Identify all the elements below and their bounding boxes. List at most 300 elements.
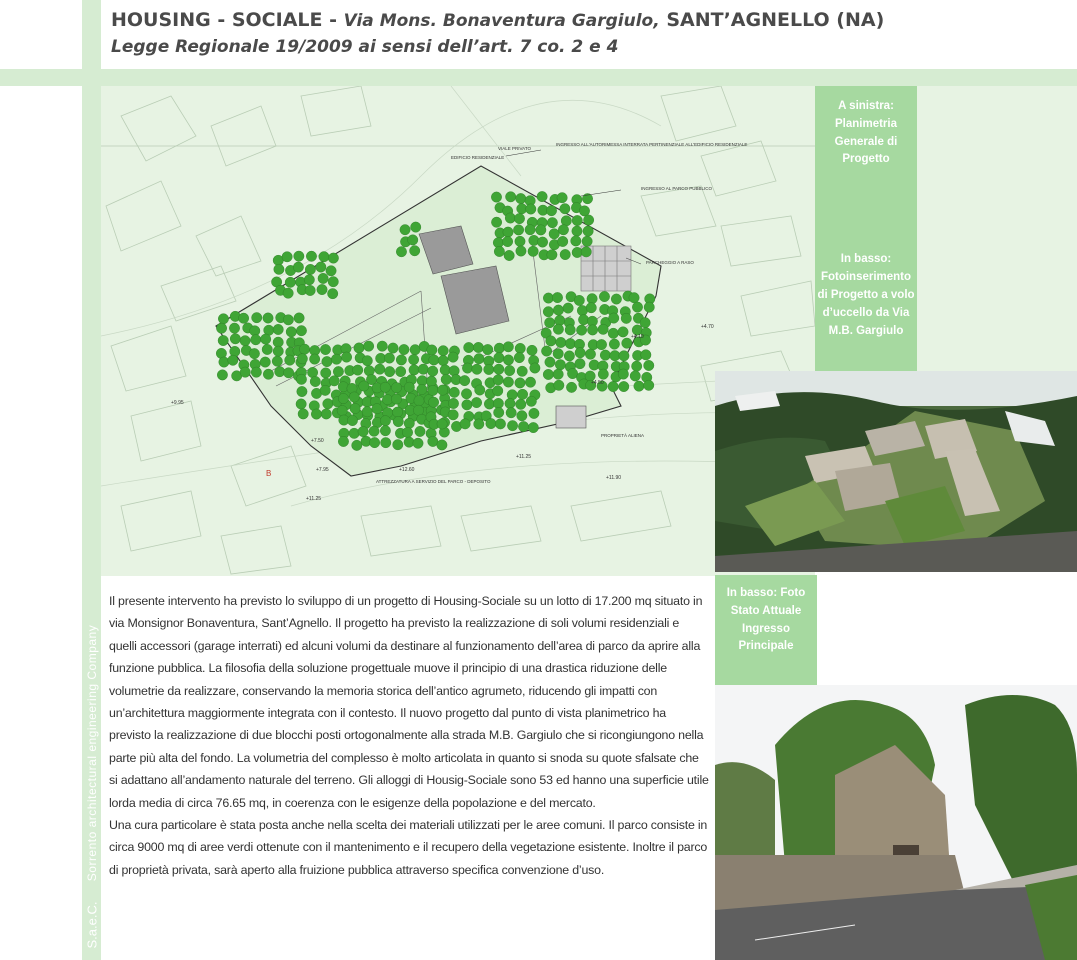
tree xyxy=(516,399,526,409)
tree xyxy=(560,249,570,259)
tree xyxy=(634,381,644,391)
tree xyxy=(316,262,326,272)
tree xyxy=(296,374,306,384)
tree xyxy=(630,371,640,381)
tree xyxy=(537,237,547,247)
tree xyxy=(472,364,482,374)
label-services: ATTREZZATURA A SERVIZIO DEL PARCO - DEPOSITO xyxy=(376,479,491,484)
tree xyxy=(449,387,459,397)
tree xyxy=(565,325,575,335)
tree xyxy=(618,369,628,379)
page-title xyxy=(111,9,884,31)
tree xyxy=(514,213,524,223)
tree xyxy=(494,343,504,353)
description-paragraph-2: Una cura particolare è stata posta anche nella scelta dei materiali utilizzati per le aree comuni. Il parco consiste in circa 9000 mq di aree verdi ottenute con il mantenimento e il recupero della vegetazione esistente. Inoltre il parco di proprietà privata, sarà aperto alla fruizione pubblica attraverso specifica convenzione d’uso. xyxy=(109,818,708,877)
tree xyxy=(459,375,469,385)
tree xyxy=(621,313,631,323)
tree xyxy=(495,419,505,429)
tree xyxy=(393,416,403,426)
tree xyxy=(333,366,343,376)
site-plan-drawing xyxy=(101,86,815,576)
tree xyxy=(331,354,341,364)
tree xyxy=(240,336,250,346)
tree xyxy=(640,317,650,327)
tree xyxy=(547,250,557,260)
tree xyxy=(418,364,428,374)
level-marker: +4.10 xyxy=(631,334,644,340)
tree xyxy=(493,375,503,385)
brand-box xyxy=(82,895,101,955)
tree xyxy=(491,192,501,202)
tree xyxy=(486,418,496,428)
tree xyxy=(272,356,282,366)
tree xyxy=(396,247,406,257)
tree xyxy=(362,356,372,366)
tree xyxy=(484,364,494,374)
label-garage-entry: INGRESSO ALL'AUTORIMESSA INTERRATA PERTINENZIALE ALL'EDIFICIO RESIDENZIALE xyxy=(556,142,748,147)
tree xyxy=(219,357,229,367)
tree xyxy=(619,351,629,361)
level-marker: +12.60 xyxy=(399,467,415,473)
tree xyxy=(251,367,261,377)
tree xyxy=(464,342,474,352)
tree xyxy=(537,191,547,201)
brand-label: S.a.e.C. xyxy=(84,901,99,949)
level-marker: +4.50 xyxy=(591,380,604,386)
tree xyxy=(576,325,586,335)
tree xyxy=(396,355,406,365)
tree xyxy=(251,335,261,345)
tree xyxy=(609,339,619,349)
description-paragraph-1: Il presente intervento ha previsto lo sviluppo di un progetto di Housing-Sociale su un lotto di 17.200 mq situato in via Monsignor Bonaventura, Sant’Agnello. Il progetto ha previsto la realizzazione di soli volumi residenziali e quelli accessori (garage interrati) ed alcuni volumi da destinare al funzionamento dell’area di parco da aprire alla funzione pubblica. La filosofia della soluzione progettuale muove il principio di una drastica riduzione delle volumetrie da realizzare, conservando la memoria storica dell’antico agrumeto, riducendo gli impatti con un’architettura maggiormente integrata con il contesto. Il nuovo progetto dal punto di vista planimetrico ha previsto la realizzazione di due blocchi posti ortogonalmente alla strada M.B. Gargiulo che si ricongiungono nella parte più alta del fondo. La volumetria del complesso è molto articolata in quanto si snoda su quote sfalsate che si adattano all’andamento naturale del terreno. Gli alloggi di Housig-Sociale sono 53 ed hanno una superficie utile lorda media di circa 76.65 mq, in coerenza con le esigenze della popolazione e del mercato. xyxy=(109,594,709,810)
caption-plan: A sinistra: Planimetria Generale di Progetto xyxy=(834,100,898,166)
tree xyxy=(549,229,559,239)
tree xyxy=(409,365,419,375)
tree xyxy=(543,369,553,379)
tree xyxy=(502,236,512,246)
tree xyxy=(460,419,470,429)
tree xyxy=(611,294,621,304)
tree xyxy=(323,399,333,409)
tree xyxy=(354,343,364,353)
tree xyxy=(309,354,319,364)
aerial-render xyxy=(715,371,1077,572)
tree xyxy=(553,349,563,359)
tree xyxy=(503,377,513,387)
tree xyxy=(391,394,401,404)
tree xyxy=(408,354,418,364)
tree xyxy=(641,350,651,360)
tree xyxy=(608,381,618,391)
tree xyxy=(471,397,481,407)
tree xyxy=(429,355,439,365)
page-subtitle: Legge Regionale 19/2009 ai sensi dell’art. 7 co. 2 e 4 xyxy=(111,37,619,57)
tree xyxy=(296,325,306,335)
tree xyxy=(536,225,546,235)
tree xyxy=(644,302,654,312)
tree xyxy=(493,398,503,408)
tree xyxy=(349,428,359,438)
tree xyxy=(504,365,514,375)
tree xyxy=(413,438,423,448)
tree xyxy=(349,392,359,402)
tree xyxy=(317,284,327,294)
tree xyxy=(572,215,582,225)
tree xyxy=(474,354,484,364)
tree xyxy=(296,399,306,409)
tree xyxy=(310,376,320,386)
tree xyxy=(543,307,553,317)
tree xyxy=(545,357,555,367)
tree xyxy=(298,409,308,419)
tree xyxy=(514,352,524,362)
tree xyxy=(249,348,259,358)
tree xyxy=(448,352,458,362)
tree xyxy=(558,225,568,235)
tree xyxy=(428,366,438,376)
tree xyxy=(587,294,597,304)
tree xyxy=(263,313,273,323)
tree xyxy=(491,217,501,227)
tree xyxy=(319,251,329,261)
tree xyxy=(517,366,527,376)
tree xyxy=(428,436,438,446)
tree xyxy=(528,422,538,432)
tree xyxy=(581,247,591,257)
tree xyxy=(505,192,515,202)
tree xyxy=(582,236,592,246)
tree xyxy=(353,365,363,375)
tree xyxy=(337,405,347,415)
level-marker: +4.70 xyxy=(701,324,714,330)
tree xyxy=(553,305,563,315)
tree xyxy=(475,385,485,395)
tree xyxy=(494,353,504,363)
tree xyxy=(587,325,597,335)
tree xyxy=(393,439,403,449)
tree xyxy=(320,344,330,354)
tree xyxy=(544,317,554,327)
tree xyxy=(305,285,315,295)
level-marker: +11.25 xyxy=(306,496,322,502)
tree xyxy=(555,360,565,370)
tree xyxy=(525,225,535,235)
caption-photo: In basso: Foto Stato Attuale Ingresso Principale xyxy=(715,575,817,685)
tree xyxy=(380,426,390,436)
tree xyxy=(286,327,296,337)
tree xyxy=(437,419,447,429)
tree xyxy=(505,398,515,408)
street-photo xyxy=(715,685,1077,960)
tree xyxy=(516,193,526,203)
tree xyxy=(585,349,595,359)
tree xyxy=(350,403,360,413)
tree xyxy=(372,404,382,414)
tree xyxy=(404,382,414,392)
tree xyxy=(382,394,392,404)
tree xyxy=(299,344,309,354)
tree xyxy=(415,426,425,436)
tree xyxy=(438,355,448,365)
tree xyxy=(347,415,357,425)
tree xyxy=(285,355,295,365)
tree xyxy=(427,345,437,355)
tree xyxy=(574,295,584,305)
tree xyxy=(369,437,379,447)
tree xyxy=(318,273,328,283)
tree xyxy=(437,385,447,395)
tree xyxy=(513,225,523,235)
tree xyxy=(608,328,618,338)
tree xyxy=(541,346,551,356)
tree xyxy=(547,217,557,227)
title-main: HOUSING - SOCIALE - xyxy=(111,9,337,31)
header-band xyxy=(0,69,1077,86)
tree xyxy=(583,226,593,236)
tree xyxy=(437,440,447,450)
tree xyxy=(557,193,567,203)
tree xyxy=(404,418,414,428)
tree xyxy=(428,385,438,395)
tree xyxy=(546,336,556,346)
tree xyxy=(526,396,536,406)
tree xyxy=(283,368,293,378)
tree xyxy=(560,204,570,214)
tree xyxy=(529,408,539,418)
tree xyxy=(218,314,228,324)
tree xyxy=(306,251,316,261)
tree xyxy=(441,374,451,384)
tree xyxy=(297,386,307,396)
tree xyxy=(352,440,362,450)
tree xyxy=(283,288,293,298)
tree xyxy=(600,350,610,360)
tree xyxy=(375,364,385,374)
tree xyxy=(304,275,314,285)
tree xyxy=(448,398,458,408)
tree xyxy=(399,344,409,354)
tree xyxy=(260,334,270,344)
tree xyxy=(632,302,642,312)
tree xyxy=(631,361,641,371)
tree xyxy=(474,419,484,429)
tree xyxy=(321,368,331,378)
tree xyxy=(518,421,528,431)
tree xyxy=(599,291,609,301)
tree xyxy=(229,323,239,333)
tree xyxy=(525,377,535,387)
tree xyxy=(563,303,573,313)
tree xyxy=(579,206,589,216)
tree xyxy=(307,367,317,377)
title-place: SANT’AGNELLO (NA) xyxy=(666,9,885,31)
tree xyxy=(285,277,295,287)
tree xyxy=(283,315,293,325)
tree xyxy=(384,366,394,376)
tree xyxy=(410,345,420,355)
tree xyxy=(629,293,639,303)
tree xyxy=(413,405,423,415)
tree xyxy=(530,363,540,373)
tree xyxy=(408,235,418,245)
tree xyxy=(362,407,372,417)
tree xyxy=(395,366,405,376)
title-address: Via Mons. Bonaventura Gargiulo, xyxy=(343,11,660,31)
tree xyxy=(400,224,410,234)
tree xyxy=(428,397,438,407)
tree xyxy=(327,288,337,298)
tree xyxy=(572,226,582,236)
tree xyxy=(575,358,585,368)
tree xyxy=(240,367,250,377)
tree xyxy=(293,262,303,272)
tree xyxy=(517,411,527,421)
tree xyxy=(282,252,292,262)
tree xyxy=(575,348,585,358)
tree xyxy=(230,346,240,356)
tree xyxy=(583,215,593,225)
tree xyxy=(448,410,458,420)
tree xyxy=(507,420,517,430)
tree xyxy=(515,378,525,388)
tree xyxy=(381,437,391,447)
tree xyxy=(228,355,238,365)
tree xyxy=(262,344,272,354)
tree xyxy=(449,366,459,376)
tree xyxy=(305,264,315,274)
tree xyxy=(610,350,620,360)
tree xyxy=(556,337,566,347)
tree xyxy=(596,339,606,349)
tree xyxy=(216,323,226,333)
tree xyxy=(322,356,332,366)
tree xyxy=(384,353,394,363)
tree xyxy=(461,389,471,399)
tree xyxy=(391,382,401,392)
tree xyxy=(644,380,654,390)
tree xyxy=(564,351,574,361)
tree xyxy=(411,222,421,232)
tree xyxy=(543,293,553,303)
tree xyxy=(494,364,504,374)
label-parking: PARCHEGGIO A RASO xyxy=(646,260,694,265)
tree xyxy=(338,436,348,446)
tree xyxy=(553,369,563,379)
tree xyxy=(311,409,321,419)
tree xyxy=(218,335,228,345)
tree xyxy=(359,381,369,391)
tree xyxy=(252,312,262,322)
level-marker: +11.25 xyxy=(516,454,532,460)
tree xyxy=(483,344,493,354)
tree xyxy=(558,236,568,246)
tree xyxy=(515,236,525,246)
tree xyxy=(328,253,338,263)
caption-block xyxy=(815,86,917,371)
tree xyxy=(217,370,227,380)
tree xyxy=(503,227,513,237)
tree xyxy=(380,382,390,392)
tree xyxy=(553,324,563,334)
tree xyxy=(297,354,307,364)
tree xyxy=(462,400,472,410)
tree xyxy=(572,247,582,257)
tree xyxy=(326,266,336,276)
tree xyxy=(503,342,513,352)
tree xyxy=(294,251,304,261)
tree xyxy=(402,427,412,437)
site-plan xyxy=(101,86,815,576)
tree xyxy=(260,357,270,367)
tree xyxy=(552,292,562,302)
tree xyxy=(516,246,526,256)
tree xyxy=(414,395,424,405)
label-building: EDIFICIO RESIDENZIALE xyxy=(451,155,505,160)
tree xyxy=(554,380,564,390)
description xyxy=(109,590,709,881)
tree xyxy=(320,385,330,395)
tree xyxy=(609,313,619,323)
level-marker: +7.50 xyxy=(311,438,324,444)
label-property: PROPRIETÀ ALIENA xyxy=(601,433,645,438)
tree xyxy=(618,327,628,337)
tree xyxy=(493,407,503,417)
tree xyxy=(546,205,556,215)
tree xyxy=(341,352,351,362)
level-marker: +9.95 xyxy=(171,400,184,406)
tree xyxy=(358,426,368,436)
level-marker: +7.95 xyxy=(316,467,329,473)
tree xyxy=(644,360,654,370)
tree xyxy=(566,382,576,392)
label-park-entry: INGRESSO AL PARCO PUBBLICO xyxy=(641,186,713,191)
tree xyxy=(619,381,629,391)
tree xyxy=(273,324,283,334)
tree xyxy=(238,313,248,323)
tree xyxy=(528,246,538,256)
tree xyxy=(328,276,338,286)
tree xyxy=(598,369,608,379)
tree xyxy=(426,376,436,386)
tree xyxy=(263,369,273,379)
tree xyxy=(294,313,304,323)
level-marker: +11.90 xyxy=(606,475,622,481)
company-name: Sorrento architectural engineering Company xyxy=(84,624,99,881)
tree xyxy=(388,343,398,353)
tree xyxy=(369,426,379,436)
tree xyxy=(598,324,608,334)
tree xyxy=(438,346,448,356)
tree xyxy=(230,334,240,344)
tree xyxy=(586,303,596,313)
tree xyxy=(329,376,339,386)
tree xyxy=(504,250,514,260)
tree xyxy=(417,384,427,394)
tree xyxy=(473,342,483,352)
tree xyxy=(503,355,513,365)
tree xyxy=(505,213,515,223)
marker-b: B xyxy=(266,469,272,478)
tree xyxy=(462,363,472,373)
caption-aerial: In basso: Fotoinserimento di Progetto a volo d’uccello da Via M.B. Gargiulo xyxy=(817,253,915,337)
service-building xyxy=(556,406,586,428)
tree xyxy=(565,338,575,348)
tree xyxy=(517,389,527,399)
tree xyxy=(392,407,402,417)
tree xyxy=(527,345,537,355)
tree xyxy=(377,341,387,351)
tree xyxy=(380,416,390,426)
